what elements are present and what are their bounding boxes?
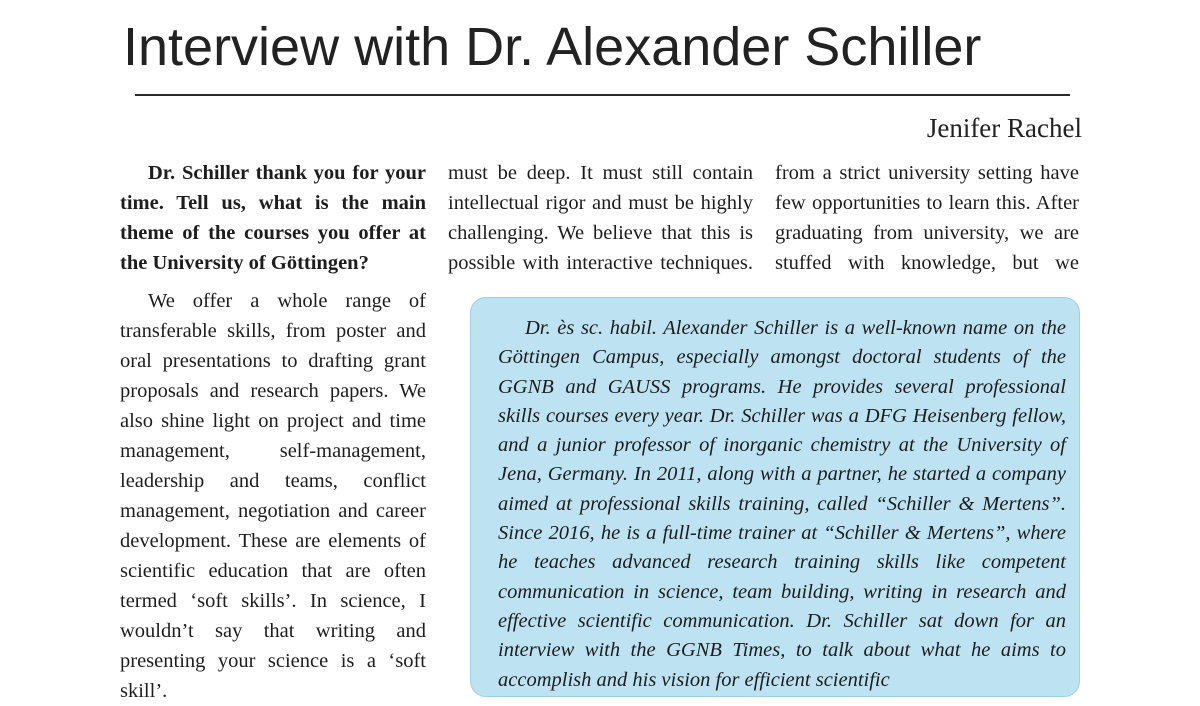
answer-continuation: must be deep. It must still contain intellectual rigor and must be highly challenging. We believe that this is possible with interactive techniques.: [448, 162, 753, 274]
column-3: [775, 158, 1079, 278]
bio-sidebar-box: [470, 297, 1080, 697]
bio-sidebar-text: Dr. ès sc. habil. Alexander Schiller is a well-known name on the Göttingen Campus, especially amongst doctoral students of the GGNB and GAUSS programs. He provides several professional skills courses every year. Dr. Schiller was a DFG Heisenberg fellow, and a junior professor of inorganic chemistry at the University of Jena, Germany. In 2011, along with a partner, he started a company aimed at professional skills training, called “Schiller & Mertens”. Since 2016, he is a full-time trainer at “Schiller & Mertens”, where he teaches advanced research training skills like competent communication in science, team building, writing in research and effective scientific communication. Dr. Schiller sat down for an interview with the GGNB Times, to talk about what he aims to accomplish and his vision for efficient scientific: [498, 317, 1066, 691]
title-rule: [135, 94, 1070, 96]
interview-question: Dr. Schiller thank you for your time. Tell us, what is the main theme of the courses you offer at the University of Göttingen?: [120, 162, 426, 274]
answer-continuation-2: from a strict university setting have few opportunities to learn this. After graduating from university, we are stuffed with knowledge, but we: [775, 162, 1079, 274]
author-byline: Jenifer Rachel: [926, 113, 1082, 143]
article-title: Interview with Dr. Alexander Schiller: [123, 17, 982, 77]
column-1: [120, 158, 426, 706]
answer-paragraph: We offer a whole range of transferable skills, from poster and oral presentations to drafting grant proposals and research papers. We also shine light on project and time management, self-management, leadership and teams, conflict management, negotiation and career development. These are elements of scientific education that are often termed ‘soft skills’. In science, I wouldn’t say that writing and presenting your science is a ‘soft skill’.: [120, 290, 426, 702]
column-2: [448, 158, 753, 278]
